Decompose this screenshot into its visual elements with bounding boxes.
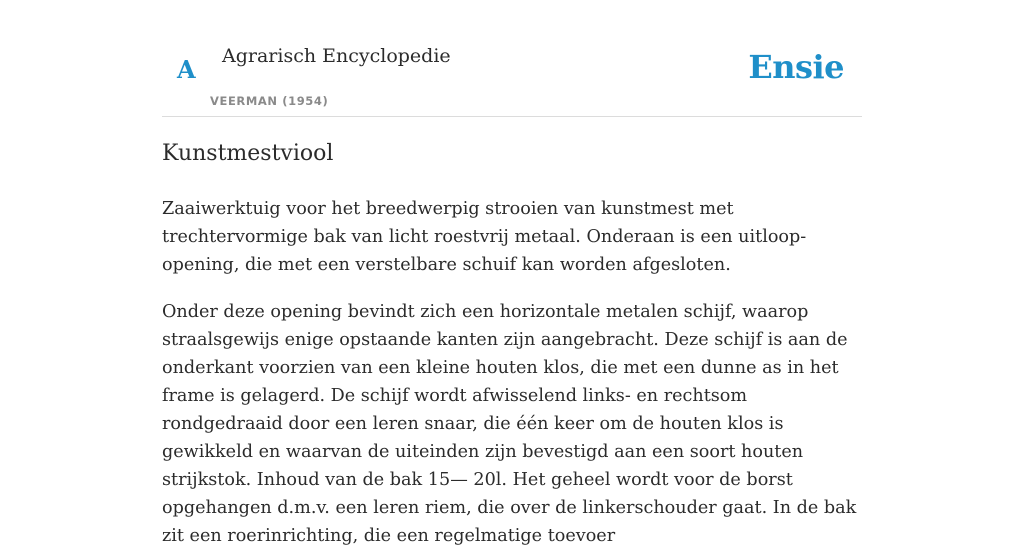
book-subtitle: VEERMAN (1954)	[210, 94, 329, 108]
letter-index-link[interactable]: A	[177, 55, 196, 84]
article-paragraph: Zaaiwerktuig voor het breedwerpig strooien van kunstmest met trechtervormige bak van licht roestvrij metaal. Onderaan is een uitloop-opening, die met een verstelbare schuif kan worden afgesloten.	[162, 199, 807, 275]
article-paragraph: Onder deze opening bevindt zich een horizontale metalen schijf, waarop straalsgewijs enige opstaande kanten zijn aangebracht. Deze schijf is aan de onderkant voorzien van een kleine houten klos, die met een dunne as in het frame is gelagerd. De schijf wordt afwisselend links- en rechtsom rondgedraaid door een leren snaar, die één keer om de houten klos is gewikkeld en waarvan de uiteinden zijn bevestigd aan een soort houten strijkstok. Inhoud van de bak 15— 20l. Het geheel wordt voor de borst opgehangen d.m.v. een leren riem, die over de linkerschouder gaat. In de bak zit een roerinrichting, die een regelmatige toevoer	[162, 302, 857, 546]
book-title[interactable]: Agrarisch Encyclopedie	[222, 45, 451, 67]
ensie-logo[interactable]: Ensie	[748, 48, 844, 86]
header	[162, 0, 862, 117]
article	[162, 138, 862, 550]
article-title: Kunstmestviool	[162, 141, 334, 166]
